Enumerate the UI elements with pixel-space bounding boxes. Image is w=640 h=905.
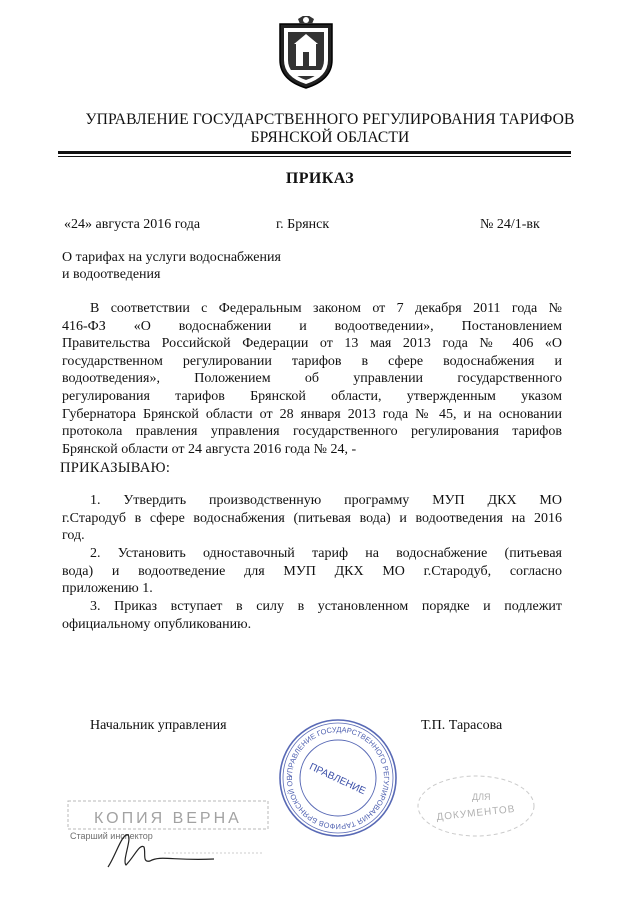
copy-certified-stamp bbox=[64, 795, 274, 873]
inspector-stamp-text: Старший инспектор bbox=[70, 831, 153, 841]
order-item-line: вода) и водоотведение для МУП ДКХ МО г.Стародуб, согласно bbox=[62, 563, 562, 579]
organization-name-line2: БРЯНСКОЙ ОБЛАСТИ bbox=[250, 129, 410, 146]
header-rule-thick bbox=[58, 151, 571, 154]
copy-stamp-text: КОПИЯ ВЕРНА bbox=[94, 810, 242, 827]
preamble-line: государственном регулировании тарифов в сфере водоснабжения и bbox=[62, 353, 562, 369]
preamble-paragraph bbox=[62, 300, 562, 458]
document-date: «24» августа 2016 года bbox=[64, 217, 201, 232]
header-rule-thin bbox=[58, 156, 571, 157]
seal-center-text: ПРАВЛЕНИЕ bbox=[307, 761, 368, 798]
document-title: ПРИКАЗ bbox=[285, 170, 355, 187]
organization-name-line1: УПРАВЛЕНИЕ ГОСУДАРСТВЕННОГО РЕГУЛИРОВАНИЯ ТАРИФОВ bbox=[85, 111, 575, 128]
signatory-name: Т.П. Тарасова bbox=[421, 718, 503, 733]
order-item-line: год. bbox=[62, 528, 85, 544]
preamble-line: Правительства Российской Федерации от 13 мая 2013 года № 406 «О bbox=[62, 336, 562, 352]
documents-stamp bbox=[412, 770, 542, 840]
official-seal bbox=[276, 716, 400, 840]
order-item bbox=[62, 545, 562, 598]
subject-line: и водоотведения bbox=[62, 267, 161, 282]
order-item-line: официальному опубликованию. bbox=[62, 616, 252, 632]
coat-of-arms-icon bbox=[272, 16, 340, 92]
order-item bbox=[62, 598, 562, 633]
preamble-line: Брянской области от 24 августа 2016 года № 24, - bbox=[62, 441, 357, 457]
order-item-line: 2. Установить одноставочный тариф на водоснабжение (питьевая bbox=[90, 546, 562, 561]
order-item bbox=[62, 492, 562, 545]
document-number: № 24/1-вк bbox=[480, 217, 540, 232]
order-item-line: 1. Утвердить производственную программу МУП ДКХ МО bbox=[90, 493, 562, 508]
preamble-line: водоотведения», Положением об управлении государственного bbox=[62, 371, 562, 387]
preamble-line: 416-ФЗ «О водоснабжении и водоотведении», Постановлением bbox=[62, 318, 562, 334]
preamble-line: протокола правления управления государственного регулирования тарифов bbox=[62, 424, 562, 440]
order-item-line: приложению 1. bbox=[62, 581, 153, 597]
stamp-text-top: ДЛЯ bbox=[472, 792, 491, 802]
order-item-line: г.Стародуб в сфере водоснабжения (питьевая вода) и водоотведения на 2016 bbox=[62, 510, 562, 526]
preamble-line: регулирования тарифов Брянской области, утвержденным указом bbox=[62, 388, 562, 404]
order-item-line: 3. Приказ вступает в силу в установленном порядке и подлежит bbox=[90, 599, 562, 614]
order-word: ПРИКАЗЫВАЮ: bbox=[60, 460, 171, 476]
seal-ring-text: УПРАВЛЕНИЕ ГОСУДАРСТВЕННОГО РЕГУЛИРОВАНИЯ ТАРИФОВ БРЯНСКОЙ ОБ bbox=[284, 724, 392, 832]
document-city: г. Брянск bbox=[276, 217, 330, 232]
stamp-text-bottom: ДОКУМЕНТОВ bbox=[436, 803, 516, 824]
preamble-line: В соответствии с Федеральным законом от 7 декабря 2011 года № bbox=[90, 301, 562, 316]
signatory-position: Начальник управления bbox=[90, 718, 227, 733]
preamble-line: Губернатора Брянской области от 28 января 2013 года № 45, и на основании bbox=[62, 406, 562, 422]
subject-line: О тарифах на услуги водоснабжения bbox=[62, 250, 281, 265]
